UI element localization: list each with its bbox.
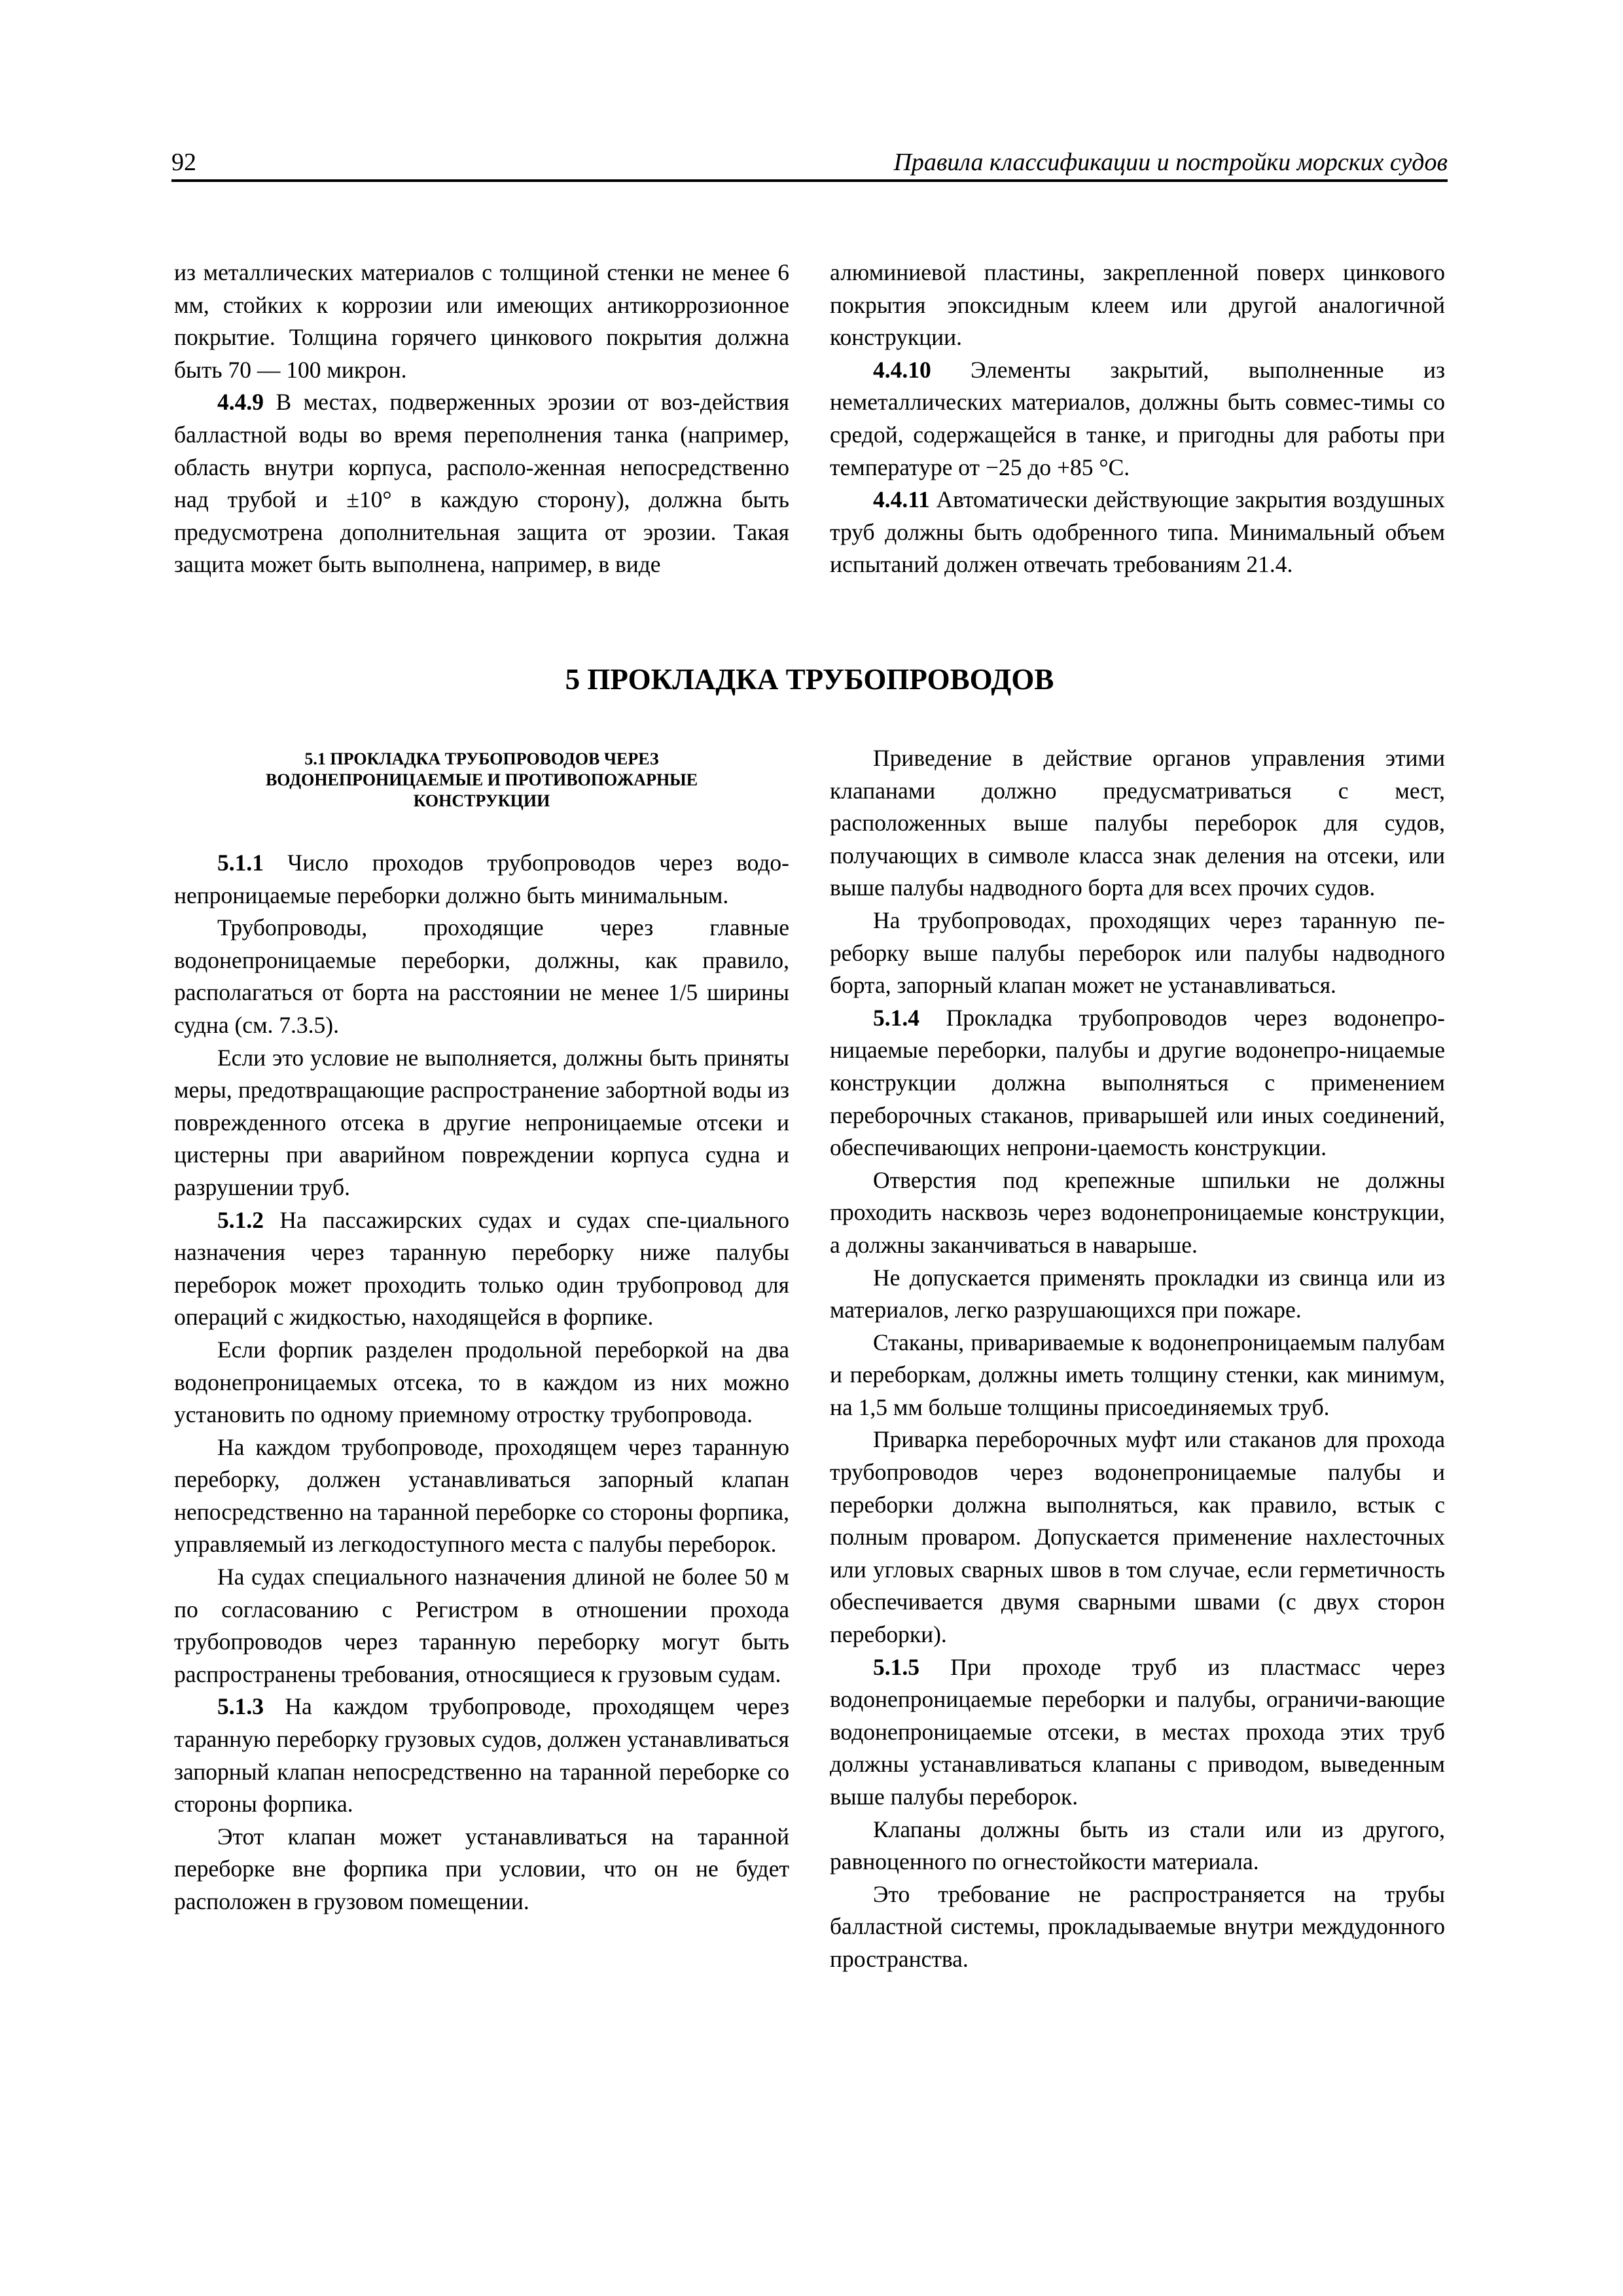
page-header [171,145,1448,179]
paragraph: алюминиевой пластины, закрепленной поверх цинкового покрытия эпоксидным клеем или другой аналогичной конструкции. [830,259,1445,351]
paragraph-5-1-5: 5.1.5 При проходе труб из пластмасс через водонепроницаемые переборки и палубы, ограничи-вающие водонепроницаемые отсеки, в местах прохода этих труб должны устанавливаться клапаны с приводом, выведенным выше палубы переборок. [830,1653,1445,1810]
paragraph-5-1-4: 5.1.4 Прокладка трубопроводов через водонепро-ницаемые переборки, палубы и другие водонепро-ницаемые конструкции должна выполняться с применением переборочных стаканов, приварышей или иных соединений, обеспечивающих непрони-цаемость конструкции. [830,1004,1445,1161]
clause-number: 5.1.1 [217,850,264,876]
paragraph: Это требование не распространяется на трубы балластной системы, прокладываемые внутри междудонного пространства. [830,1880,1445,1972]
clause-number: 4.4.9 [217,389,264,416]
top-left-column [174,257,789,581]
bottom-left-column [174,742,789,1918]
clause-number: 4.4.10 [873,356,931,383]
paragraph-5-1-3: 5.1.3 На каждом трубопроводе, проходящем через таранную переборку грузовых судов, должен устанавливаться запорный клапан непосредственно на таранной переборке со стороны форпика. [174,1693,789,1818]
section-title: 5 ПРОКЛАДКА ТРУБОПРОВОДОВ [565,663,1054,696]
page-number: 92 [171,149,196,176]
subsection-title: 5.1 ПРОКЛАДКА ТРУБОПРОВОДОВ ЧЕРЕЗ ВОДОНЕПРОНИЦАЕМЫЕ И ПРОТИВОПОЖАРНЫЕ КОНСТРУКЦИИ [265,749,698,810]
paragraph: На судах специального назначения длиной не более 50 м по согласованию с Регистром в отношении прохода трубопроводов через таранную переборку могут быть распространены требования, относящиеся к грузовым судам. [174,1564,789,1687]
paragraph-4-4-9: 4.4.9 В местах, подверженных эрозии от воз-действия балластной воды во время переполнения танка (например, область внутри корпуса, располо-женная непосредственно над трубой и ±10° в каждую сторону), должна быть предусмотрена дополнительная защита от эрозии. Такая защита может быть выполнена, например, в виде [174,389,789,578]
paragraph: Стаканы, привариваемые к водонепроницаемым палубам и переборкам, должны иметь толщину стенки, как минимум, на 1,5 мм больше толщины присоединяемых труб. [830,1329,1445,1420]
clause-number: 5.1.2 [217,1206,264,1233]
clause-number: 5.1.4 [873,1004,919,1031]
paragraph: Приварка переборочных муфт или стаканов для прохода трубопроводов через водонепроницаемые палубы и переборки должна выполняться, как правило, встык с полным проваром. Допускается применение нахлесточных или угловых сварных швов в том случае, если герметичность обеспечивается двумя сварными швами (с двух сторон переборки). [830,1426,1445,1648]
running-title: Правила классификации и постройки морских судов [893,149,1448,176]
paragraph-4-4-11: 4.4.11 Автоматически действующие закрытия воздушных труб должны быть одобренного типа. Минимальный объем испытаний должен отвечать требованиям 21.4. [830,486,1445,578]
paragraph: Не допускается применять прокладки из свинца или из материалов, легко разрушающихся при пожаре. [830,1264,1445,1323]
paragraph: На каждом трубопроводе, проходящем через таранную переборку, должен устанавливаться запорный клапан непосредственно на таранной переборке со стороны форпика, управляемый из легкодоступного места с палубы переборок. [174,1433,789,1558]
paragraph: Отверстия под крепежные шпильки не должны проходить насквозь через водонепроницаемые конструкции, а должны заканчиваться в наварыше. [830,1166,1445,1258]
clause-number: 4.4.11 [873,486,930,513]
paragraph: На трубопроводах, проходящих через таранную пе-реборку выше палубы переборок или палубы надводного борта, запорный клапан может не устанавливаться. [830,906,1445,999]
paragraph: Если это условие не выполняется, должны быть приняты меры, предотвращающие распространение забортной воды из поврежденного отсека в другие непроницаемые отсеки и цистерны при аварийном повреждении корпуса судна и разрушении труб. [174,1044,789,1200]
paragraph: Трубопроводы, проходящие через главные водонепроницаемые переборки, должны, как правило, располагаться от борта на расстоянии не менее 1/5 ширины судна (см. 7.3.5). [174,914,789,1038]
paragraph-4-4-10: 4.4.10 Элементы закрытий, выполненные из неметаллических материалов, должны быть совмес-тимы со средой, содержащейся в танке, и пригодны для работы при температуре от −25 до +85 °С. [830,356,1445,480]
top-right-column [830,257,1445,581]
paragraph: Если форпик разделен продольной переборкой на два водонепроницаемых отсека, то в каждом из них можно установить по одному приемному отростку трубопровода. [174,1336,789,1428]
paragraph: Клапаны должны быть из стали или из другого, равноценного по огнестойкости материала. [830,1816,1445,1875]
paragraph: Приведение в действие органов управления этими клапанами должно предусматриваться с мест, расположенных выше палубы переборок для судов, получающих в символе класса знак деления на отсеки, или выше палубы надводного борта для всех прочих судов. [830,745,1445,901]
bottom-right-column [830,742,1445,1976]
paragraph: из металлических материалов с толщиной стенки не менее 6 мм, стойких к коррозии или имеющих антикоррозионное покрытие. Толщина горячего цинкового покрытия должна быть 70 — 100 микрон. [174,259,789,383]
clause-number: 5.1.5 [873,1653,919,1680]
paragraph: Этот клапан может устанавливаться на таранной переборке вне форпика при условии, что он не будет расположен в грузовом помещении. [174,1823,789,1914]
paragraph-5-1-1: 5.1.1 Число проходов трубопроводов через водо-непроницаемые переборки должно быть минимальным. [174,850,789,908]
clause-number: 5.1.3 [217,1693,264,1720]
paragraph-5-1-2: 5.1.2 На пассажирских судах и судах спе-циального назначения через таранную переборку ниже палубы переборок может проходить только один трубопровод для операций с жидкостью, находящейся в форпике. [174,1206,789,1331]
header-rule [171,179,1448,182]
